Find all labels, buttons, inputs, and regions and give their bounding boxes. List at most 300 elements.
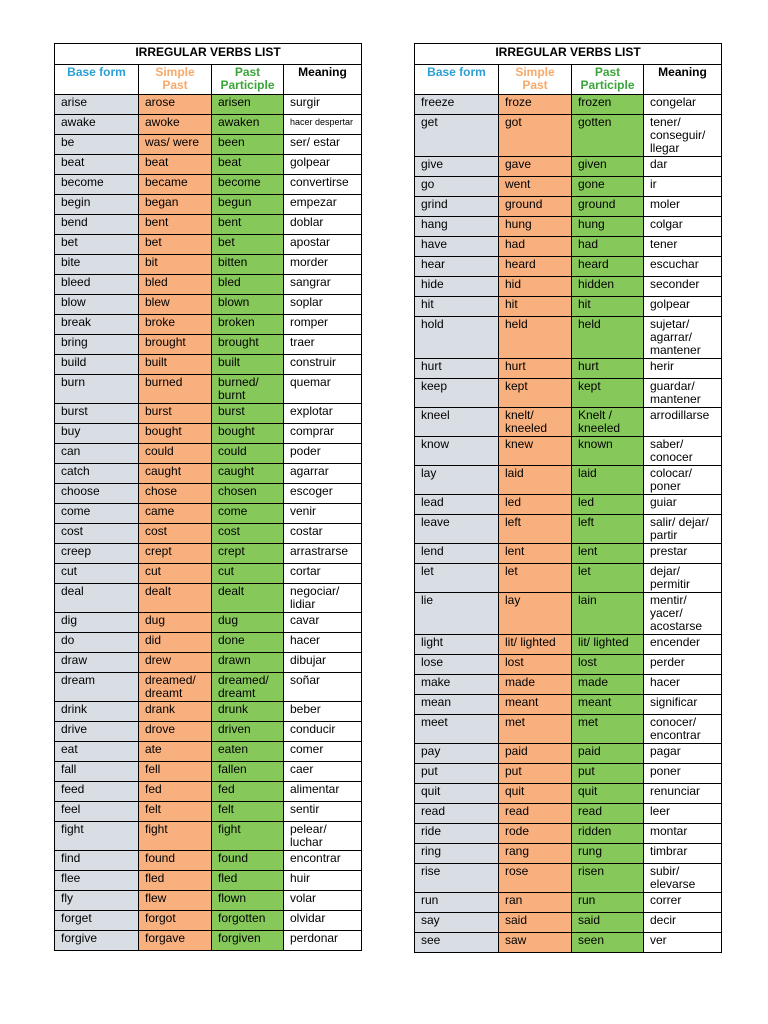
meaning-cell: agarrar (284, 464, 362, 484)
meaning-cell: construir (284, 355, 362, 375)
table-row (415, 715, 722, 744)
table-row (415, 437, 722, 466)
meaning-cell: hacer (644, 675, 722, 695)
past-participle-cell: drunk (212, 702, 284, 722)
table-row (55, 444, 362, 464)
past-participle-cell: hurt (572, 359, 644, 379)
simple-past-cell: chose (139, 484, 212, 504)
past-participle-cell: gotten (572, 115, 644, 157)
past-participle-cell: eaten (212, 742, 284, 762)
base-form-cell: see (415, 933, 499, 953)
meaning-cell: guiar (644, 495, 722, 515)
simple-past-cell: drew (139, 653, 212, 673)
base-form-cell: forget (55, 911, 139, 931)
past-participle-cell: lain (572, 593, 644, 635)
table-row (415, 933, 722, 953)
simple-past-cell: bit (139, 255, 212, 275)
past-participle-cell: could (212, 444, 284, 464)
table-row (55, 891, 362, 911)
simple-past-cell: brought (139, 335, 212, 355)
meaning-cell: cortar (284, 564, 362, 584)
base-form-cell: pay (415, 744, 499, 764)
table-row (55, 195, 362, 215)
base-form-cell: get (415, 115, 499, 157)
meaning-cell: escuchar (644, 257, 722, 277)
table-row (415, 655, 722, 675)
meaning-cell: guardar/ mantener (644, 379, 722, 408)
base-form-cell: be (55, 135, 139, 155)
table-row (415, 784, 722, 804)
simple-past-cell: left (499, 515, 572, 544)
header-simple-past: Simple Past (139, 65, 212, 95)
table-row (415, 217, 722, 237)
simple-past-cell: kept (499, 379, 572, 408)
table-row (415, 297, 722, 317)
simple-past-cell: bled (139, 275, 212, 295)
meaning-cell: conducir (284, 722, 362, 742)
simple-past-cell: forgave (139, 931, 212, 951)
verbs-table-right (414, 43, 722, 953)
header-base-form: Base form (55, 65, 139, 95)
simple-past-cell: gave (499, 157, 572, 177)
past-participle-cell: read (572, 804, 644, 824)
table-row (55, 742, 362, 762)
table-row (55, 673, 362, 702)
table-row (55, 464, 362, 484)
meaning-cell: sujetar/ agarrar/ mantener (644, 317, 722, 359)
base-form-cell: choose (55, 484, 139, 504)
header-simple-past: Simple Past (499, 65, 572, 95)
past-participle-cell: been (212, 135, 284, 155)
simple-past-cell: began (139, 195, 212, 215)
base-form-cell: feed (55, 782, 139, 802)
simple-past-cell: dug (139, 613, 212, 633)
past-participle-cell: hidden (572, 277, 644, 297)
base-form-cell: hurt (415, 359, 499, 379)
base-form-cell: catch (55, 464, 139, 484)
base-form-cell: eat (55, 742, 139, 762)
simple-past-cell: rang (499, 844, 572, 864)
meaning-cell: apostar (284, 235, 362, 255)
simple-past-cell: ground (499, 197, 572, 217)
meaning-cell: doblar (284, 215, 362, 235)
past-participle-cell: fallen (212, 762, 284, 782)
past-participle-cell: meant (572, 695, 644, 715)
meaning-cell: huir (284, 871, 362, 891)
simple-past-cell: burst (139, 404, 212, 424)
past-participle-cell: gone (572, 177, 644, 197)
meaning-cell: beber (284, 702, 362, 722)
header-meaning: Meaning (644, 65, 722, 95)
past-participle-cell: bet (212, 235, 284, 255)
base-form-cell: lie (415, 593, 499, 635)
simple-past-cell: became (139, 175, 212, 195)
table-row (55, 653, 362, 673)
simple-past-cell: lit/ lighted (499, 635, 572, 655)
past-participle-cell: said (572, 913, 644, 933)
table-row (55, 404, 362, 424)
past-participle-cell: hung (572, 217, 644, 237)
past-participle-cell: felt (212, 802, 284, 822)
table-row (415, 379, 722, 408)
table-row (55, 564, 362, 584)
base-form-cell: become (55, 175, 139, 195)
simple-past-cell: awoke (139, 115, 212, 135)
past-participle-cell: given (572, 157, 644, 177)
table-row (415, 844, 722, 864)
meaning-cell: hacer despertar (284, 115, 362, 135)
past-participle-cell: bled (212, 275, 284, 295)
simple-past-cell: froze (499, 95, 572, 115)
meaning-cell: subir/ elevarse (644, 864, 722, 893)
base-form-cell: bring (55, 335, 139, 355)
simple-past-cell: fed (139, 782, 212, 802)
table-row (55, 584, 362, 613)
past-participle-cell: cut (212, 564, 284, 584)
past-participle-cell: lit/ lighted (572, 635, 644, 655)
meaning-cell: saber/ conocer (644, 437, 722, 466)
past-participle-cell: Knelt / kneeled (572, 408, 644, 437)
simple-past-cell: burned (139, 375, 212, 404)
meaning-cell: golpear (284, 155, 362, 175)
meaning-cell: renunciar (644, 784, 722, 804)
base-form-cell: fall (55, 762, 139, 782)
past-participle-cell: laid (572, 466, 644, 495)
table-row (55, 115, 362, 135)
meaning-cell: volar (284, 891, 362, 911)
header-past-participle: Past Participle (572, 65, 644, 95)
meaning-cell: ir (644, 177, 722, 197)
past-participle-cell: flown (212, 891, 284, 911)
past-participle-cell: met (572, 715, 644, 744)
past-participle-cell: ground (572, 197, 644, 217)
meaning-cell: poder (284, 444, 362, 464)
base-form-cell: say (415, 913, 499, 933)
base-form-cell: find (55, 851, 139, 871)
meaning-cell: herir (644, 359, 722, 379)
table-row (55, 275, 362, 295)
simple-past-cell: made (499, 675, 572, 695)
base-form-cell: bend (55, 215, 139, 235)
base-form-cell: break (55, 315, 139, 335)
past-participle-cell: chosen (212, 484, 284, 504)
simple-past-cell: cost (139, 524, 212, 544)
past-participle-cell: blown (212, 295, 284, 315)
simple-past-cell: hit (499, 297, 572, 317)
table-row (55, 782, 362, 802)
meaning-cell: conocer/ encontrar (644, 715, 722, 744)
meaning-cell: dibujar (284, 653, 362, 673)
table-row (415, 764, 722, 784)
simple-past-cell: lay (499, 593, 572, 635)
simple-past-cell: quit (499, 784, 572, 804)
meaning-cell: soplar (284, 295, 362, 315)
past-participle-cell: burned/ burnt (212, 375, 284, 404)
simple-past-cell: went (499, 177, 572, 197)
table-row (415, 95, 722, 115)
base-form-cell: blow (55, 295, 139, 315)
simple-past-cell: let (499, 564, 572, 593)
past-participle-cell: dreamed/ dreamt (212, 673, 284, 702)
table-row (415, 744, 722, 764)
past-participle-cell: bitten (212, 255, 284, 275)
table-row (415, 824, 722, 844)
past-participle-cell: come (212, 504, 284, 524)
table-row (415, 675, 722, 695)
meaning-cell: moler (644, 197, 722, 217)
meaning-cell: comer (284, 742, 362, 762)
simple-past-cell: heard (499, 257, 572, 277)
base-form-cell: hang (415, 217, 499, 237)
past-participle-cell: arisen (212, 95, 284, 115)
past-participle-cell: run (572, 893, 644, 913)
meaning-cell: pagar (644, 744, 722, 764)
base-form-cell: cost (55, 524, 139, 544)
base-form-cell: drive (55, 722, 139, 742)
simple-past-cell: came (139, 504, 212, 524)
base-form-cell: arise (55, 95, 139, 115)
meaning-cell: escoger (284, 484, 362, 504)
past-participle-cell: driven (212, 722, 284, 742)
simple-past-cell: fell (139, 762, 212, 782)
base-form-cell: draw (55, 653, 139, 673)
table-row (55, 255, 362, 275)
meaning-cell: soñar (284, 673, 362, 702)
table-row (415, 177, 722, 197)
past-participle-cell: ridden (572, 824, 644, 844)
base-form-cell: dig (55, 613, 139, 633)
table-row (415, 277, 722, 297)
table-row (415, 544, 722, 564)
base-form-cell: can (55, 444, 139, 464)
table-row (415, 864, 722, 893)
base-form-cell: flee (55, 871, 139, 891)
table-title: IRREGULAR VERBS LIST (55, 44, 362, 65)
simple-past-cell: beat (139, 155, 212, 175)
table-row (55, 762, 362, 782)
table-row (55, 702, 362, 722)
meaning-cell: dejar/ permitir (644, 564, 722, 593)
table-row (55, 544, 362, 564)
simple-past-cell: knelt/ kneeled (499, 408, 572, 437)
meaning-cell: congelar (644, 95, 722, 115)
past-participle-cell: heard (572, 257, 644, 277)
base-form-cell: give (415, 157, 499, 177)
meaning-cell: ver (644, 933, 722, 953)
past-participle-cell: lent (572, 544, 644, 564)
base-form-cell: go (415, 177, 499, 197)
simple-past-cell: cut (139, 564, 212, 584)
past-participle-cell: rung (572, 844, 644, 864)
base-form-cell: beat (55, 155, 139, 175)
table-row (415, 115, 722, 157)
table-row (55, 613, 362, 633)
base-form-cell: hold (415, 317, 499, 359)
past-participle-cell: done (212, 633, 284, 653)
base-form-cell: quit (415, 784, 499, 804)
simple-past-cell: said (499, 913, 572, 933)
past-participle-cell: beat (212, 155, 284, 175)
meaning-cell: colgar (644, 217, 722, 237)
simple-past-cell: felt (139, 802, 212, 822)
table-row (55, 335, 362, 355)
meaning-cell: caer (284, 762, 362, 782)
base-form-cell: buy (55, 424, 139, 444)
table-row (55, 375, 362, 404)
table-row (415, 635, 722, 655)
simple-past-cell: bet (139, 235, 212, 255)
meaning-cell: colocar/ poner (644, 466, 722, 495)
table-row (55, 155, 362, 175)
meaning-cell: decir (644, 913, 722, 933)
base-form-cell: freeze (415, 95, 499, 115)
base-form-cell: meet (415, 715, 499, 744)
meaning-cell: arrodillarse (644, 408, 722, 437)
base-form-cell: mean (415, 695, 499, 715)
meaning-cell: romper (284, 315, 362, 335)
past-participle-cell: held (572, 317, 644, 359)
meaning-cell: convertirse (284, 175, 362, 195)
table-row (415, 237, 722, 257)
past-participle-cell: caught (212, 464, 284, 484)
base-form-cell: burn (55, 375, 139, 404)
simple-past-cell: rose (499, 864, 572, 893)
table-row (415, 157, 722, 177)
past-participle-cell: begun (212, 195, 284, 215)
table-row (415, 564, 722, 593)
meaning-cell: pelear/ luchar (284, 822, 362, 851)
simple-past-cell: lost (499, 655, 572, 675)
simple-past-cell: flew (139, 891, 212, 911)
table-row (415, 317, 722, 359)
table-row (55, 931, 362, 951)
table-row (415, 466, 722, 495)
table-row (415, 593, 722, 635)
past-participle-cell: left (572, 515, 644, 544)
simple-past-cell: bent (139, 215, 212, 235)
base-form-cell: rise (415, 864, 499, 893)
past-participle-cell: found (212, 851, 284, 871)
meaning-cell: empezar (284, 195, 362, 215)
simple-past-cell: found (139, 851, 212, 871)
past-participle-cell: dealt (212, 584, 284, 613)
past-participle-cell: burst (212, 404, 284, 424)
base-form-cell: forgive (55, 931, 139, 951)
base-form-cell: grind (415, 197, 499, 217)
simple-past-cell: read (499, 804, 572, 824)
table-row (55, 424, 362, 444)
meaning-cell: tener/ conseguir/ llegar (644, 115, 722, 157)
past-participle-cell: quit (572, 784, 644, 804)
table-row (415, 804, 722, 824)
table-row (55, 235, 362, 255)
table-title: IRREGULAR VERBS LIST (415, 44, 722, 65)
past-participle-cell: seen (572, 933, 644, 953)
base-form-cell: do (55, 633, 139, 653)
simple-past-cell: lent (499, 544, 572, 564)
verbs-table-body (55, 95, 362, 951)
base-form-cell: fly (55, 891, 139, 911)
table-row (55, 871, 362, 891)
past-participle-cell: bought (212, 424, 284, 444)
meaning-cell: correr (644, 893, 722, 913)
past-participle-cell: paid (572, 744, 644, 764)
past-participle-cell: frozen (572, 95, 644, 115)
table-row (55, 295, 362, 315)
simple-past-cell: crept (139, 544, 212, 564)
simple-past-cell: hung (499, 217, 572, 237)
base-form-cell: keep (415, 379, 499, 408)
base-form-cell: let (415, 564, 499, 593)
table-row (55, 851, 362, 871)
base-form-cell: deal (55, 584, 139, 613)
table-row (415, 257, 722, 277)
meaning-cell: ser/ estar (284, 135, 362, 155)
meaning-cell: tener (644, 237, 722, 257)
past-participle-cell: hit (572, 297, 644, 317)
base-form-cell: lose (415, 655, 499, 675)
meaning-cell: leer (644, 804, 722, 824)
base-form-cell: bet (55, 235, 139, 255)
past-participle-cell: built (212, 355, 284, 375)
meaning-cell: sangrar (284, 275, 362, 295)
simple-past-cell: laid (499, 466, 572, 495)
past-participle-cell: brought (212, 335, 284, 355)
base-form-cell: awake (55, 115, 139, 135)
past-participle-cell: forgiven (212, 931, 284, 951)
base-form-cell: leave (415, 515, 499, 544)
table-row (55, 504, 362, 524)
past-participle-cell: broken (212, 315, 284, 335)
base-form-cell: lead (415, 495, 499, 515)
header-base-form: Base form (415, 65, 499, 95)
table-row (55, 822, 362, 851)
simple-past-cell: ate (139, 742, 212, 762)
meaning-cell: golpear (644, 297, 722, 317)
meaning-cell: negociar/ lidiar (284, 584, 362, 613)
verbs-table-body (415, 95, 722, 953)
simple-past-cell: broke (139, 315, 212, 335)
meaning-cell: alimentar (284, 782, 362, 802)
table-row (55, 633, 362, 653)
simple-past-cell: did (139, 633, 212, 653)
table-row (55, 135, 362, 155)
base-form-cell: kneel (415, 408, 499, 437)
meaning-cell: timbrar (644, 844, 722, 864)
simple-past-cell: led (499, 495, 572, 515)
simple-past-cell: built (139, 355, 212, 375)
table-row (55, 355, 362, 375)
base-form-cell: feel (55, 802, 139, 822)
simple-past-cell: met (499, 715, 572, 744)
meaning-cell: costar (284, 524, 362, 544)
base-form-cell: hit (415, 297, 499, 317)
past-participle-cell: risen (572, 864, 644, 893)
meaning-cell: prestar (644, 544, 722, 564)
simple-past-cell: was/ were (139, 135, 212, 155)
past-participle-cell: fled (212, 871, 284, 891)
table-row (415, 197, 722, 217)
meaning-cell: arrastrarse (284, 544, 362, 564)
simple-past-cell: knew (499, 437, 572, 466)
meaning-cell: salir/ dejar/ partir (644, 515, 722, 544)
table-row (55, 911, 362, 931)
base-form-cell: fight (55, 822, 139, 851)
meaning-cell: significar (644, 695, 722, 715)
meaning-cell: surgir (284, 95, 362, 115)
base-form-cell: bleed (55, 275, 139, 295)
meaning-cell: perder (644, 655, 722, 675)
